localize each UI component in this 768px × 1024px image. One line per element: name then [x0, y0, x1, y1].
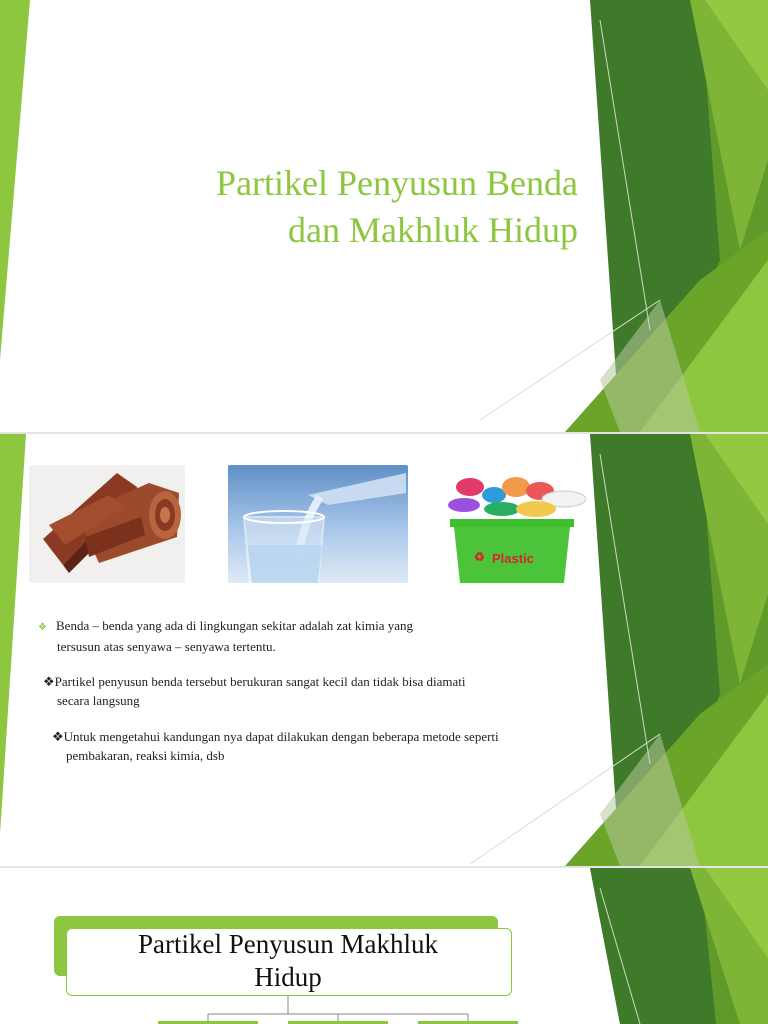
diagram-root-title-line-2: Hidup: [254, 962, 322, 992]
diagram-root-title-line-1: Partikel Penyusun Makhluk: [138, 929, 438, 959]
slide-1: [0, 0, 768, 432]
bullet-text-line-1: Partikel penyusun benda tersebut berukuran sangat kecil dan tidak bisa diamati: [54, 674, 466, 689]
bullet-item: [43, 672, 603, 710]
slide-2: [0, 434, 768, 866]
bullet-item: [52, 727, 612, 765]
bullet-text-line-2: pembakaran, reaksi kimia, dsb: [66, 748, 225, 763]
slide-title: [216, 160, 578, 254]
bullet-text-line-1: Benda – benda yang ada di lingkungan sekitar adalah zat kimia yang: [56, 618, 414, 633]
slide-title-line-1: Partikel Penyusun Benda: [216, 163, 578, 203]
plastic-bin-image: [440, 465, 592, 585]
bullet-text-line-2: secara langsung: [57, 693, 140, 708]
water-glass-image: [228, 465, 408, 583]
wood-logs-image: [29, 465, 185, 583]
plastic-label: Plastic: [492, 551, 534, 566]
bullet-text-line-1: Untuk mengetahui kandungan nya dapat dilakukan dengan beberapa metode seperti: [63, 729, 499, 744]
bullet-item: [38, 616, 558, 656]
bullet-icon: ❖: [52, 729, 64, 744]
diagram-root-title: [66, 928, 510, 994]
bullet-text-line-2: tersusun atas senyawa – senyawa tertentu.: [57, 639, 276, 654]
bullet-icon: ❖: [38, 622, 47, 633]
recycle-icon: ♻: [474, 550, 485, 564]
slide-title-line-2: dan Makhluk Hidup: [288, 210, 578, 250]
bullet-icon: ❖: [43, 674, 55, 689]
